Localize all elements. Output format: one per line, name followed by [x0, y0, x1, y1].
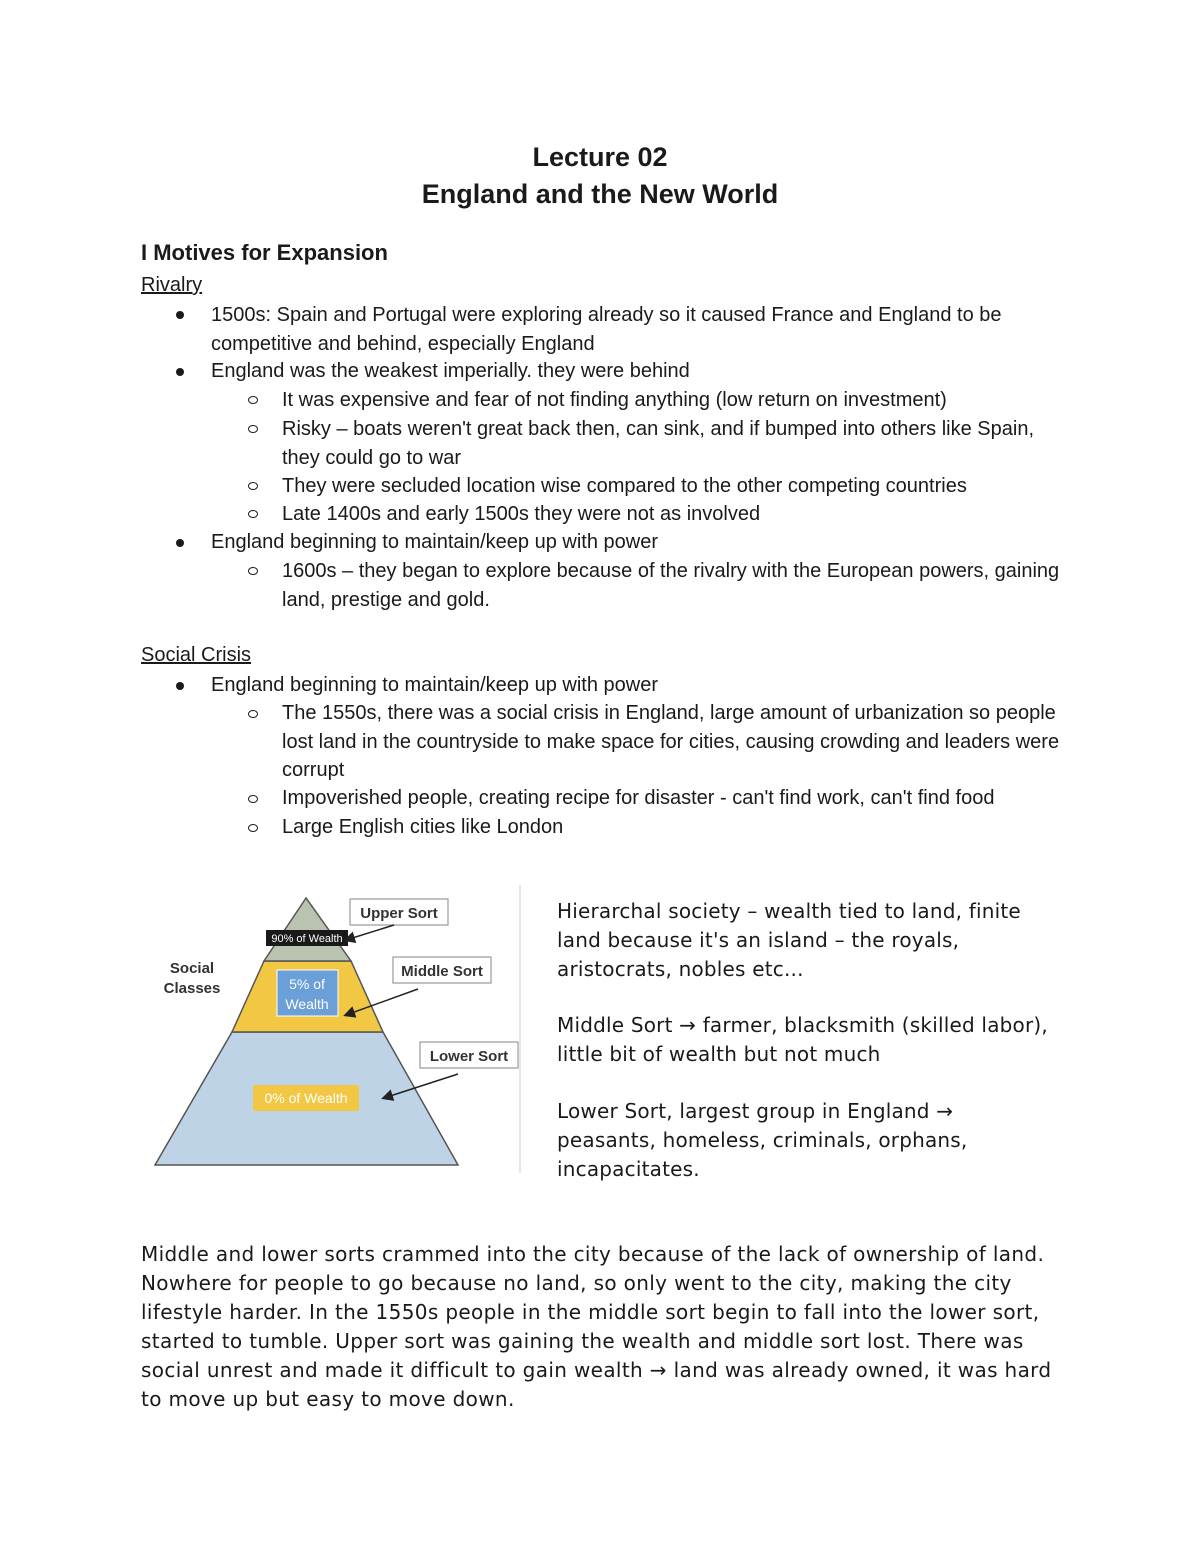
middle-sort-label: Middle Sort [401, 963, 483, 980]
list-item: They were secluded location wise compared to the other competing countries [282, 475, 967, 497]
bullet-icon [176, 539, 184, 547]
sub-bullet-icon [248, 396, 258, 404]
side-note-middle-sort: Middle Sort → farmer, blacksmith (skilled labor), little bit of wealth but not much [557, 1013, 1048, 1066]
lower-wealth-label: 0% of Wealth [264, 1090, 348, 1106]
list-item: Large English cities like London [282, 816, 564, 838]
sub-bullet-icon [248, 824, 258, 832]
upper-arrow [346, 925, 394, 940]
middle-wealth-label-1: 5% of [289, 976, 325, 992]
sub-bullet-icon [248, 567, 258, 575]
list-item: England was the weakest imperially. they were behind [211, 360, 690, 382]
upper-tier [264, 898, 351, 961]
list-item: Risky – boats weren't great back then, can sink, and if bumped into others like Spain, they could go to war [282, 418, 1035, 469]
list-item: 1600s – they began to explore because of the rivalry with the European powers, gaining land, prestige and gold. [282, 560, 1060, 611]
list-item: England beginning to maintain/keep up with power [211, 674, 658, 696]
lower-sort-label: Lower Sort [429, 1048, 509, 1065]
side-note-lower-sort: Lower Sort, largest group in England → peasants, homeless, criminals, orphans, incapacitates. [557, 1099, 968, 1181]
sub-bullet-icon [248, 425, 258, 433]
bullet-icon [176, 682, 184, 690]
sub-bullet-icon [248, 510, 258, 518]
middle-wealth-label-2: Wealth [285, 996, 329, 1012]
list-item: Impoverished people, creating recipe for disaster - can't find work, can't find food [282, 787, 995, 809]
sub-bullet-icon [248, 710, 258, 718]
closing-paragraph: Middle and lower sorts crammed into the city because of the lack of ownership of land. Nowhere for people to go because no land, so only went to the city, making the city lifestyle harder. In the 1550s people in the middle sort begin to fall into the lower sort, started to tumble. Upper sort was gaining the wealth and middle sort lost. There was social unrest and made it difficult to gain wealth → land was already owned, it was hard to move up but easy to move down. [141, 1242, 1052, 1411]
bullet-icon [176, 368, 184, 376]
upper-wealth-label: 90% of Wealth [271, 933, 343, 945]
social-classes-pyramid [140, 885, 522, 1175]
subheading-social-crisis: Social Crisis [141, 644, 252, 666]
social-classes-label-2: Classes [163, 980, 221, 997]
pyramid-graphic [140, 885, 522, 1175]
list-item: 1500s: Spain and Portugal were exploring already so it caused France and England to be competitive and behind, especially England [211, 304, 1002, 355]
sub-bullet-icon [248, 795, 258, 803]
lecture-title: England and the New World [421, 179, 779, 209]
subheading-rivalry: Rivalry [141, 274, 203, 296]
side-note-hierarchy: Hierarchal society – wealth tied to land, finite land because it's an island – the royals, aristocrats, nobles etc... [557, 899, 1021, 981]
list-item: It was expensive and fear of not finding anything (low return on investment) [282, 389, 947, 411]
social-classes-label-1: Social [169, 960, 215, 977]
bullet-icon [176, 311, 184, 319]
upper-sort-label: Upper Sort [360, 905, 438, 922]
list-item: Late 1400s and early 1500s they were not as involved [282, 503, 761, 525]
section-heading: I Motives for Expansion [141, 240, 388, 265]
list-item: The 1550s, there was a social crisis in England, large amount of urbanization so people lost land in the countryside to make space for cities, causing crowding and leaders were corrupt [282, 702, 1060, 781]
list-item: England beginning to maintain/keep up with power [211, 531, 658, 553]
sub-bullet-icon [248, 482, 258, 490]
lecture-number: Lecture 02 [532, 142, 668, 172]
